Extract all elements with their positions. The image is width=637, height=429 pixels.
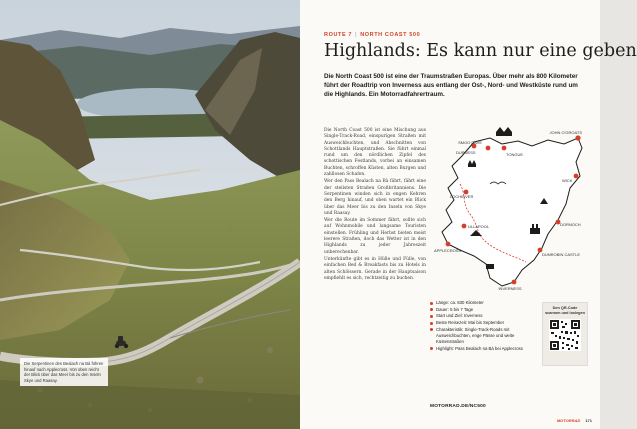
kicker-divider: | bbox=[355, 32, 358, 38]
article-page bbox=[300, 0, 637, 429]
body-paragraph: Wer den Pass Bealach na Bà fährt, fährt eine der steilsten Straßen Großbritanniens. Die Serpentinen winden sich in engen Kehren den Berg hinauf, und oben wartet ein Blick über das Meer bis zu den Inseln von Skye und Raasay. bbox=[324, 179, 426, 216]
bullet-icon bbox=[430, 315, 433, 318]
fact-text: Beste Reisezeit: Mai bis September bbox=[436, 320, 505, 326]
highlands-pass-photo bbox=[0, 0, 300, 429]
map-label-dunrobin-castle: DUNROBIN CASTLE bbox=[542, 252, 581, 257]
fact-item bbox=[430, 346, 536, 352]
fact-item bbox=[430, 313, 536, 319]
map-label-lochinver: LOCHINVER bbox=[450, 194, 474, 199]
map-label-smoo-cave: SMOO CAVE bbox=[458, 140, 482, 145]
qr-title: Den QR-Code scannen und loslegen bbox=[545, 306, 585, 315]
body-paragraph: Wer die Route im Sommer fährt, sollte sich auf Wohnmobile und langsame Touristen einstellen. Frühling und Herbst bieten meist leerere Straßen, doch das Wetter ist in den Highlands zu jeder Jahreszeit unberechenbar. bbox=[324, 218, 426, 255]
fact-item bbox=[430, 300, 536, 306]
fact-text: Start und Ziel: Inverness bbox=[436, 313, 483, 319]
brand-logo: MOTORRAD bbox=[556, 418, 581, 423]
route-kicker bbox=[324, 32, 420, 38]
route-facts bbox=[430, 300, 536, 352]
route-region: NORTH COAST 500 bbox=[360, 32, 421, 38]
fact-text: Länge: ca. 830 Kilometer bbox=[436, 300, 484, 305]
map-label-ullapool: ULLAPOOL bbox=[468, 224, 490, 229]
bullet-icon bbox=[430, 328, 433, 331]
body-paragraph: Unterkünfte gibt es in Hülle und Fülle, von einfachen Bed & Breakfasts bis zu Hotels in alten Schlössern. Gerade in der Hauptsaison empfiehlt es sich, rechtzeitig zu buchen. bbox=[324, 256, 426, 281]
page-number: 171 bbox=[585, 418, 592, 423]
fact-text: Highlight: Pass Bealach na Bà bei Applecross bbox=[436, 345, 523, 351]
map-label-dornoch: DORNOCH bbox=[560, 222, 581, 227]
fact-item bbox=[430, 327, 536, 345]
bullet-icon bbox=[430, 322, 433, 325]
fact-text: Charakteristik: Single-Track-Roads mit Ausweichbuchten, enge Pässe und weite Küstenstraßen bbox=[436, 326, 515, 344]
bullet-icon bbox=[430, 347, 433, 350]
fact-text: Dauer: 5 bis 7 Tage bbox=[436, 306, 474, 312]
fact-item bbox=[430, 307, 536, 313]
qr-code[interactable] bbox=[549, 319, 581, 351]
map-label-durness: DURNESS bbox=[456, 150, 476, 155]
body-paragraph: Die North Coast 500 ist eine Mischung aus Single-Track-Road, einspurigen Straßen mit Ausweichbuchten, und Abschnitten von Schottlands Hauptstraßen. Sie führt einmal rund um den nördlichen Zipfel des schottischen Festlands, vorbei an einsamen Buchten, schroffen Küsten, alten Burgen und zahllosen Schafen. bbox=[324, 128, 426, 178]
map-label-tongue: TONGUE bbox=[506, 152, 524, 157]
qr-box bbox=[542, 302, 588, 366]
map-label-wick: WICK bbox=[562, 178, 573, 183]
bullet-icon bbox=[430, 302, 433, 305]
map-label-john-o-groats: JOHN O'GROATS bbox=[549, 130, 582, 135]
article-intro: Die North Coast 500 ist eine der Traumstraßen Europas. Über mehr als 800 Kilometer führt der Roadtrip von Inverness aus entlang der Ost-, Nord- und Westküste rund um die Highlands. Ein Motorradfahrertraum. bbox=[324, 73, 578, 98]
route-map bbox=[430, 124, 592, 292]
page-footer bbox=[555, 418, 592, 423]
web-link[interactable]: MOTORRAD.DE/NC500 bbox=[430, 404, 486, 409]
article-body bbox=[324, 128, 426, 410]
photo-caption: Die Serpentinen des Bealach na Bà führen hinauf nach Applecross. Von oben reicht der Blick über das Meer bis zu den Inseln Skye und Raasay. bbox=[20, 358, 108, 386]
route-number: ROUTE 7 bbox=[324, 32, 353, 38]
map-label-inverness: INVERNESS bbox=[498, 286, 522, 291]
fact-item bbox=[430, 320, 536, 326]
article-headline: Highlands: Es kann nur eine geben bbox=[324, 41, 637, 61]
map-label-applecross: APPLECROSS bbox=[434, 248, 462, 253]
bullet-icon bbox=[430, 308, 433, 311]
